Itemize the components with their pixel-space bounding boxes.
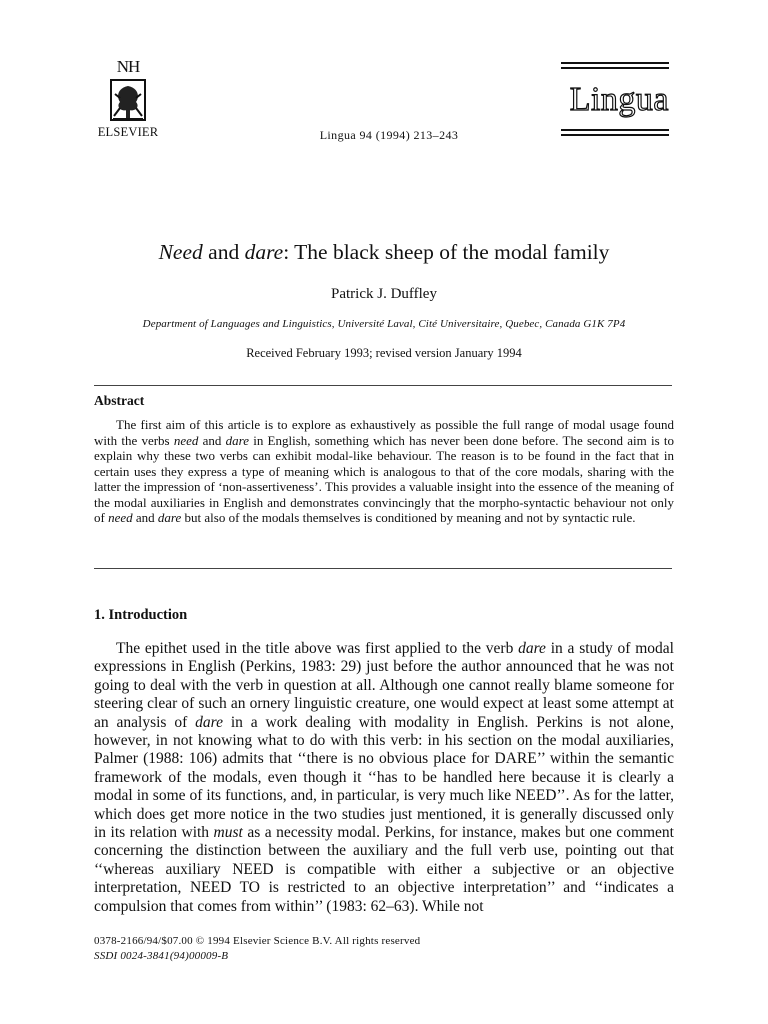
abstract-text-run: but also of the modals themselves is conditioned by meaning and not by syntactic rule. bbox=[181, 510, 636, 525]
abstract-italic-dare: dare bbox=[225, 432, 249, 448]
abstract-italic-need: need bbox=[108, 510, 133, 525]
divider bbox=[561, 134, 669, 136]
divider bbox=[94, 385, 672, 386]
journal-name: Lingua bbox=[569, 81, 669, 118]
author-name: Patrick J. Duffley bbox=[331, 286, 437, 302]
abstract-heading: Abstract bbox=[94, 393, 145, 408]
abstract-body bbox=[94, 417, 674, 526]
publisher-name: ELSEVIER bbox=[97, 125, 159, 139]
introduction-body bbox=[94, 640, 674, 916]
divider bbox=[561, 62, 669, 64]
journal-logo bbox=[561, 62, 669, 139]
abstract-text-run: and bbox=[132, 510, 158, 525]
divider bbox=[94, 568, 672, 569]
publisher-mark: NH bbox=[116, 57, 140, 76]
citation-text: Lingua 94 (1994) 213–243 bbox=[319, 128, 459, 142]
abstract-text-run: The first aim of this article is to explore as exhaustively as possible the full range of modal usage found with the verbs bbox=[94, 417, 674, 448]
copyright-footer bbox=[94, 934, 420, 964]
copyright-line: 0378-2166/94/$07.00 © 1994 Elsevier Science B.V. All rights reserved bbox=[94, 935, 421, 947]
intro-text-run: in a work dealing with modality in English. Perkins is not alone, however, in not knowing what to do with this verb: in his section on the modal auxiliaries, Palmer (1988: 106) admits that ‘‘there is no obvious place for DARE’’ within the semantic framework of the modals, even though it ‘‘has to be handled here because it is clearly a modal in some of its functions, and, in particular, is very much like NEED’’. As for the latter, which does get more notice in the two studies just mentioned, it is generally discussed only in its relation with bbox=[94, 713, 674, 842]
title-rest: : The black sheep of the modal family bbox=[283, 240, 610, 264]
title-and: and bbox=[202, 240, 245, 264]
intro-text-run: in a study of modal expressions in English (Perkins, 1983: 29) just before the author announced that he was not going to deal with the verb in question at all. Although one cannot really blame someone for steering clear of such an ornery linguistic creature, one would expect at least some attempt at an analysis of bbox=[94, 640, 674, 731]
received-dates: Received February 1993; revised version January 1994 bbox=[246, 346, 522, 360]
divider bbox=[561, 67, 669, 69]
intro-italic-dare: dare bbox=[195, 713, 223, 731]
ssdi-line: SSDI 0024-3841(94)00009-B bbox=[94, 950, 229, 962]
author-affiliation: Department of Languages and Linguistics, Université Laval, Cité Universitaire, Quebec, Canada G1K 7P4 bbox=[142, 318, 626, 330]
article-title bbox=[0, 240, 768, 265]
intro-italic-must: must bbox=[213, 824, 243, 842]
intro-text-run: The epithet used in the title above was first applied to the verb bbox=[116, 640, 519, 657]
divider bbox=[561, 129, 669, 131]
section-heading: 1. Introduction bbox=[94, 607, 188, 623]
abstract-italic-need: need bbox=[173, 432, 199, 448]
abstract-text-run: and bbox=[198, 432, 226, 448]
elsevier-tree-emblem-icon bbox=[108, 78, 148, 124]
intro-italic-dare: dare bbox=[518, 640, 546, 657]
abstract-italic-dare: dare bbox=[157, 510, 182, 525]
abstract-text-run: in English, something which has never been done before. The second aim is to explain why these two verbs can exhibit modal-like behaviour. The reason is to be found in the fact that in certain uses they express a type of meaning which is analogous to that of the core modals, sharing with the latter the impression of ‘non-assertiveness’. This provides a valuable insight into the essence of the meaning of the modal auxiliaries in English and demonstrates convincingly that the morpho-syntactic behaviour not only of bbox=[94, 432, 675, 525]
title-dare: dare bbox=[244, 240, 284, 264]
intro-text-run: as a necessity modal. Perkins, for instance, makes but one comment concerning the distinction between the auxiliary and the full verb use, pointing out that ‘‘whereas auxiliary NEED is compatible with either a subjective or an objective interpretation, NEED TO is restricted to an objective interpretation’’ and ‘‘indicates a compulsion that comes from within’’ (1983: 62–63). While not bbox=[94, 824, 674, 915]
title-need: Need bbox=[158, 240, 203, 264]
